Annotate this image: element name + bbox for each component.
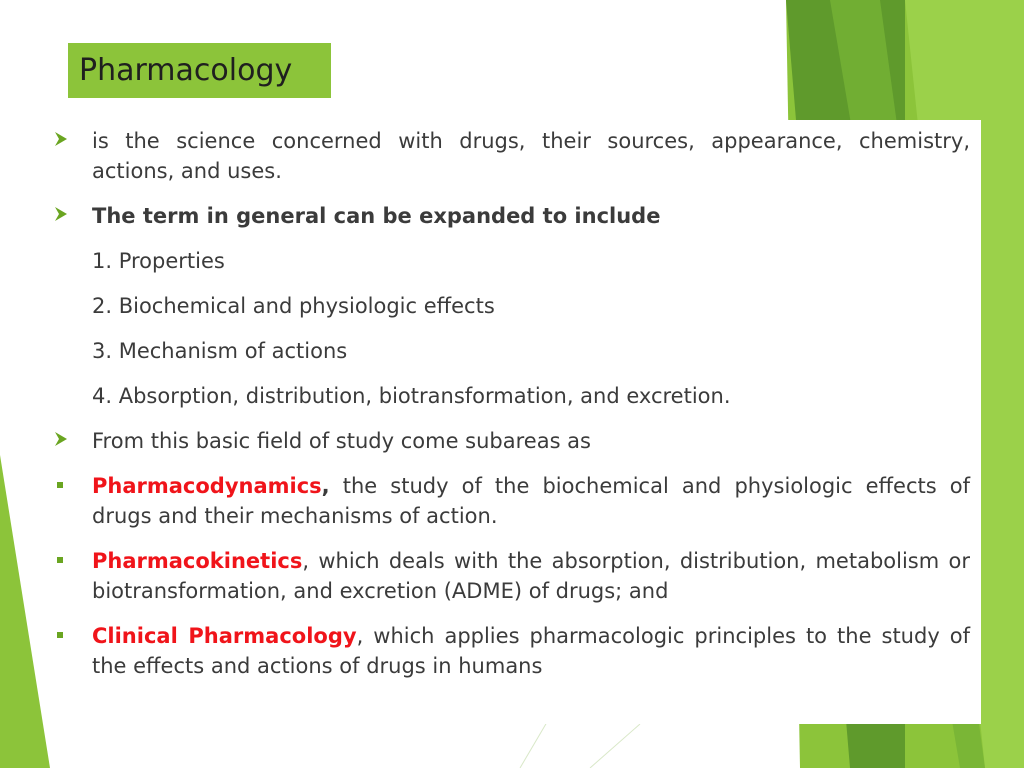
square-bullet-icon <box>57 632 63 638</box>
term-comma: , <box>321 474 330 498</box>
item-text: , which deals with the absorption, distribution, metabolism or biotransformation, and excretion (ADME) of drugs; and <box>92 549 970 603</box>
bullet-item <box>55 471 970 531</box>
item-text: The term in general can be expanded to include <box>92 204 661 228</box>
bullet-item <box>55 546 970 606</box>
list-item <box>55 246 970 276</box>
item-text: From this basic field of study come subareas as <box>92 429 591 453</box>
list-item <box>55 291 970 321</box>
item-text: 2. Biochemical and physiologic effects <box>92 294 495 318</box>
bullet-list <box>55 126 970 696</box>
square-bullet-icon <box>57 482 63 488</box>
item-text: 1. Properties <box>92 249 225 273</box>
term-pharmacodynamics: Pharmacodynamics <box>92 474 322 498</box>
title-box <box>68 43 331 98</box>
arrow-bullet-icon <box>55 432 67 446</box>
item-text: the study of the biochemical and physiologic effects of drugs and their mechanisms of action. <box>92 474 970 528</box>
bullet-item <box>55 621 970 681</box>
bullet-item <box>55 201 970 231</box>
list-item <box>55 381 970 411</box>
item-text: is the science concerned with drugs, their sources, appearance, chemistry, actions, and uses. <box>92 129 970 183</box>
slide-title: Pharmacology <box>79 53 293 88</box>
item-text: 4. Absorption, distribution, biotransformation, and excretion. <box>92 384 731 408</box>
bullet-item <box>55 426 970 456</box>
term-pharmacokinetics: Pharmacokinetics <box>92 549 303 573</box>
item-text: , which applies pharmacologic principles to the study of the effects and actions of drugs in humans <box>92 624 970 678</box>
item-text: 3. Mechanism of actions <box>92 339 348 363</box>
bullet-item <box>55 126 970 186</box>
square-bullet-icon <box>57 557 63 563</box>
arrow-bullet-icon <box>55 207 67 221</box>
term-clinical-pharmacology: Clinical Pharmacology <box>92 624 357 648</box>
arrow-bullet-icon <box>55 132 67 146</box>
list-item <box>55 336 970 366</box>
